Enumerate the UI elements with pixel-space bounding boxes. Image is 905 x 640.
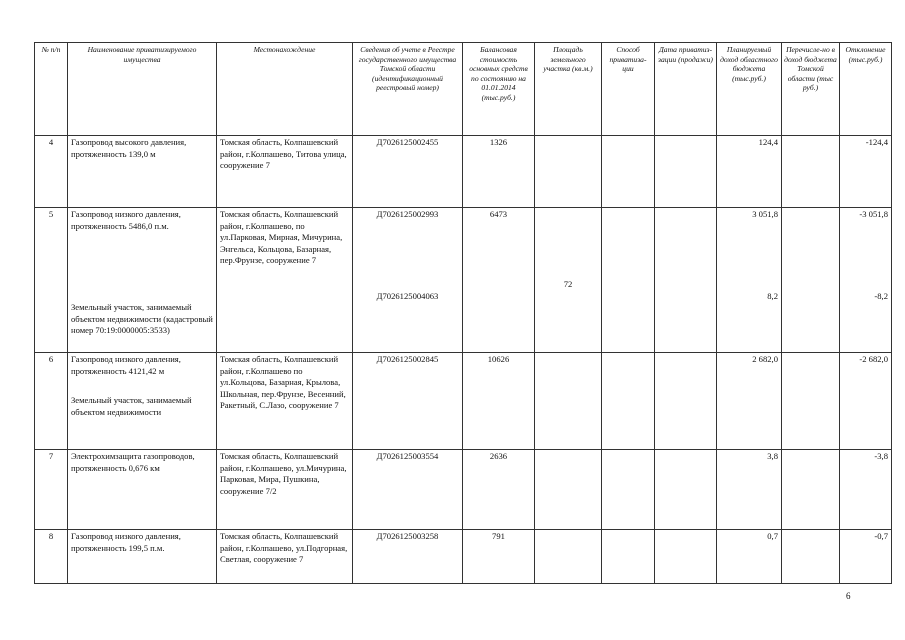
row-num: 5 [35, 208, 68, 353]
registry-number-cell [353, 208, 463, 353]
header-planned: Планируемый доход областного бюджета (тыс.руб.) [717, 43, 782, 136]
land-area [535, 530, 602, 584]
property-location: Томская область, Колпашевский район, г.Колпашево, ул.Мичурина, Парковая, Мира, Пушкина, сооружение 7/2 [217, 450, 353, 530]
planned-income-cell [717, 208, 782, 353]
privatization-method [602, 208, 655, 353]
table-row [35, 530, 892, 584]
land-area [535, 353, 602, 450]
planned-income: 0,7 [717, 530, 782, 584]
privatization-method [602, 136, 655, 208]
property-name-cell [68, 208, 217, 353]
header-method: Способ приватиза-ции [602, 43, 655, 136]
header-area: Площадь земельного участка (кв.м.) [535, 43, 602, 136]
planned-income: 2 682,0 [717, 353, 782, 450]
land-area [535, 136, 602, 208]
planned-income: 3,8 [717, 450, 782, 530]
balance-value: 2636 [463, 450, 535, 530]
transferred-amount [782, 450, 840, 530]
table-row [35, 450, 892, 530]
table-row [35, 136, 892, 208]
land-plot-area: 72 [563, 279, 573, 289]
row-num: 6 [35, 353, 68, 450]
property-name: Газопровод низкого давления, протяженность 4121,42 м [71, 354, 181, 376]
privatization-date [655, 353, 717, 450]
privatization-method [602, 450, 655, 530]
header-registry: Сведения об учете в Реестре государственного имущества Томской области (идентификационный реестровый номер) [353, 43, 463, 136]
registry-number: Д7026125002845 [353, 353, 463, 450]
property-location: Томская область, Колпашевский район, г.Колпашево по ул.Кольцова, Базарная, Крылова, Школьная, пер.Фрунзе, Весенний, Ракетный, С.Лазо, сооружение 7 [217, 353, 353, 450]
deviation-value: -3,8 [840, 450, 892, 530]
balance-value: 6473 [463, 208, 535, 353]
planned-income: 124,4 [717, 136, 782, 208]
land-plot-name: Земельный участок, занимаемый объектом недвижимости [71, 395, 192, 417]
land-plot-name: Земельный участок, занимаемый объектом недвижимости (кадастровый номер 70:19:0000005:3533) [71, 302, 213, 336]
privatization-date [655, 530, 717, 584]
header-name: Наименование приватизируемого имущества [68, 43, 217, 136]
page-number: 6 [846, 591, 851, 601]
registry-number: Д7026125002993 [376, 209, 439, 219]
property-name: Газопровод низкого давления, протяженность 5486,0 п.м. [71, 209, 181, 231]
deviation-value: -3 051,8 [859, 209, 888, 219]
registry-number: Д7026125003258 [353, 530, 463, 584]
property-location: Томская область, Колпашевский район, г.Колпашево, по ул.Парковая, Мирная, Мичурина, Энгельса, Кольцова, Базарная, пер.Фрунзе, сооружение 7 [217, 208, 353, 353]
land-area-cell [535, 208, 602, 353]
balance-value: 791 [463, 530, 535, 584]
transferred-amount [782, 530, 840, 584]
privatization-date [655, 208, 717, 353]
property-name: Электрохимзащита газопроводов, протяженность 0,676 км [68, 450, 217, 530]
property-name: Газопровод низкого давления, протяженность 199,5 п.м. [68, 530, 217, 584]
balance-value: 10626 [463, 353, 535, 450]
land-registry-number: Д7026125004063 [376, 290, 439, 301]
header-date: Дата приватиз-зации (продажи) [655, 43, 717, 136]
land-area [535, 450, 602, 530]
table-row [35, 353, 892, 450]
header-balance: Балансовая стоимость основных средств по состоянию на 01.01.2014 (тыс.руб.) [463, 43, 535, 136]
transferred-amount [782, 208, 840, 353]
property-location: Томская область, Колпашевский район, г.Колпашево, Титова улица, сооружение 7 [217, 136, 353, 208]
deviation-value: -124,4 [840, 136, 892, 208]
deviation-value: -0,7 [840, 530, 892, 584]
deviation-cell [840, 208, 892, 353]
planned-income: 3 051,8 [752, 209, 778, 219]
table-row [35, 208, 892, 353]
privatization-table [34, 42, 892, 584]
row-num: 7 [35, 450, 68, 530]
header-num: № п/п [35, 43, 68, 136]
header-transferred: Перечисле-но в доход бюджета Томской области (тыс руб.) [782, 43, 840, 136]
row-num: 8 [35, 530, 68, 584]
header-deviation: Отклонение (тыс.руб.) [840, 43, 892, 136]
header-location: Местонахождение [217, 43, 353, 136]
deviation-value: -2 682,0 [840, 353, 892, 450]
land-planned-income: 8,2 [767, 290, 778, 301]
balance-value: 1326 [463, 136, 535, 208]
privatization-date [655, 450, 717, 530]
privatization-date [655, 136, 717, 208]
header-row [35, 43, 892, 136]
registry-number: Д7026125002455 [353, 136, 463, 208]
land-deviation-value: -8,2 [874, 290, 888, 301]
privatization-method [602, 353, 655, 450]
row-num: 4 [35, 136, 68, 208]
transferred-amount [782, 136, 840, 208]
property-location: Томская область, Колпашевский район, г.Колпашево, ул.Подгорная, Светлая, сооружение 7 [217, 530, 353, 584]
property-name: Газопровод высокого давления, протяженность 139,0 м [68, 136, 217, 208]
property-name-cell [68, 353, 217, 450]
registry-number: Д7026125003554 [353, 450, 463, 530]
transferred-amount [782, 353, 840, 450]
privatization-method [602, 530, 655, 584]
